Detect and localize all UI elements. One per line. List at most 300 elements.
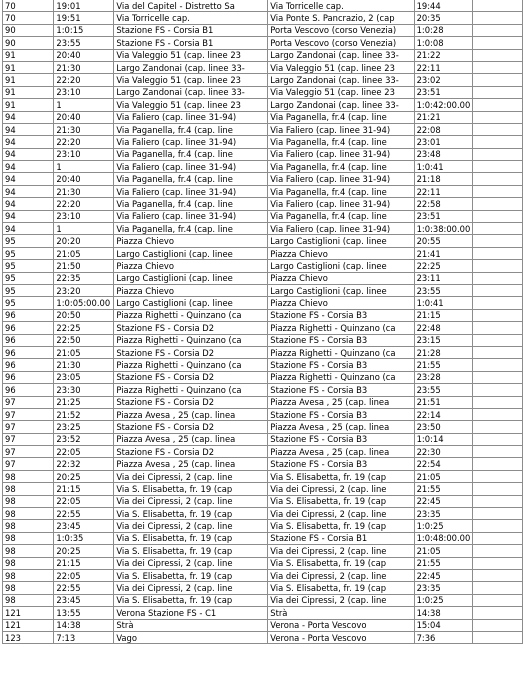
departure-time-cell: 22:20 (54, 198, 114, 210)
table-row (3, 0, 523, 12)
origin-stop-cell: Stazione FS - Corsia B1 (114, 37, 268, 49)
origin-stop-cell: Via Faliero (cap. linee 31-94) (114, 210, 268, 222)
origin-stop-cell: Via dei Cipressi, 2 (cap. line (114, 495, 268, 507)
empty-cell (473, 210, 523, 222)
arrival-time-cell: 22:30 (414, 446, 473, 458)
table-row (3, 508, 523, 520)
origin-stop-cell: Via S. Elisabetta, fr. 19 (cap (114, 569, 268, 581)
departure-time-cell: 14:38 (54, 619, 114, 631)
line-cell: 94 (3, 161, 54, 173)
line-cell: 97 (3, 421, 54, 433)
line-cell: 98 (3, 470, 54, 482)
origin-stop-cell: Via dei Cipressi, 2 (cap. line (114, 582, 268, 594)
departure-time-cell: 21:52 (54, 408, 114, 420)
arrival-time-cell: 22:11 (414, 185, 473, 197)
origin-stop-cell: Strà (114, 619, 268, 631)
arrival-time-cell: 1:0:25 (414, 520, 473, 532)
empty-cell (473, 508, 523, 520)
line-cell: 70 (3, 0, 54, 12)
empty-cell (473, 161, 523, 173)
origin-stop-cell: Via S. Elisabetta, fr. 19 (cap (114, 594, 268, 606)
line-cell: 96 (3, 334, 54, 346)
destination-stop-cell: Via Paganella, fr.4 (cap. line (268, 210, 414, 222)
empty-cell (473, 37, 523, 49)
line-cell: 98 (3, 569, 54, 581)
origin-stop-cell: Stazione FS - Corsia D2 (114, 322, 268, 334)
table-row (3, 359, 523, 371)
origin-stop-cell: Stazione FS - Corsia D2 (114, 346, 268, 358)
table-row (3, 433, 523, 445)
table-row (3, 272, 523, 284)
empty-cell (473, 619, 523, 631)
empty-cell (473, 458, 523, 470)
departure-time-cell: 21:50 (54, 260, 114, 272)
arrival-time-cell: 21:22 (414, 49, 473, 61)
empty-cell (473, 260, 523, 272)
arrival-time-cell: 23:48 (414, 148, 473, 160)
departure-time-cell: 21:30 (54, 61, 114, 73)
arrival-time-cell: 7:36 (414, 631, 473, 643)
departure-time-cell: 1:0:15 (54, 24, 114, 36)
empty-cell (473, 49, 523, 61)
destination-stop-cell: Via Valeggio 51 (cap. linee 23 (268, 61, 414, 73)
arrival-time-cell: 21:55 (414, 483, 473, 495)
empty-cell (473, 24, 523, 36)
destination-stop-cell: Piazza Righetti - Quinzano (ca (268, 322, 414, 334)
destination-stop-cell: Porta Vescovo (corso Venezia) (268, 24, 414, 36)
empty-cell (473, 309, 523, 321)
empty-cell (473, 284, 523, 296)
destination-stop-cell: Piazza Avesa , 25 (cap. linea (268, 421, 414, 433)
destination-stop-cell: Stazione FS - Corsia B3 (268, 334, 414, 346)
origin-stop-cell: Piazza Avesa , 25 (cap. linea (114, 408, 268, 420)
destination-stop-cell: Via Torricelle cap. (268, 0, 414, 12)
origin-stop-cell: Via Valeggio 51 (cap. linee 23 (114, 74, 268, 86)
table-row (3, 223, 523, 235)
origin-stop-cell: Piazza Chievo (114, 260, 268, 272)
departure-time-cell: 21:25 (54, 396, 114, 408)
destination-stop-cell: Via Paganella, fr.4 (cap. line (268, 111, 414, 123)
destination-stop-cell: Via Paganella, fr.4 (cap. line (268, 185, 414, 197)
empty-cell (473, 495, 523, 507)
table-row (3, 545, 523, 557)
departure-time-cell: 22:25 (54, 322, 114, 334)
table-row (3, 520, 523, 532)
empty-cell (473, 396, 523, 408)
line-cell: 121 (3, 619, 54, 631)
destination-stop-cell: Largo Zandonai (cap. linee 33- (268, 49, 414, 61)
departure-time-cell: 1:0:35 (54, 532, 114, 544)
origin-stop-cell: Via del Capitel - Distretto Sa (114, 0, 268, 12)
origin-stop-cell: Largo Castiglioni (cap. linee (114, 297, 268, 309)
line-cell: 98 (3, 557, 54, 569)
origin-stop-cell: Via Paganella, fr.4 (cap. line (114, 198, 268, 210)
table-row (3, 619, 523, 631)
arrival-time-cell: 15:04 (414, 619, 473, 631)
departure-time-cell: 20:25 (54, 470, 114, 482)
departure-time-cell: 21:15 (54, 483, 114, 495)
arrival-time-cell: 1:0:42:00.00 (414, 99, 473, 111)
line-cell: 98 (3, 520, 54, 532)
empty-cell (473, 123, 523, 135)
line-cell: 90 (3, 37, 54, 49)
departure-time-cell: 22:32 (54, 458, 114, 470)
arrival-time-cell: 21:55 (414, 557, 473, 569)
table-row (3, 260, 523, 272)
line-cell: 97 (3, 458, 54, 470)
line-cell: 94 (3, 136, 54, 148)
departure-time-cell: 21:30 (54, 185, 114, 197)
table-row (3, 582, 523, 594)
empty-cell (473, 61, 523, 73)
arrival-time-cell: 21:41 (414, 247, 473, 259)
table-row (3, 408, 523, 420)
table-row (3, 594, 523, 606)
departure-time-cell: 21:30 (54, 359, 114, 371)
empty-cell (473, 408, 523, 420)
table-row (3, 136, 523, 148)
empty-cell (473, 86, 523, 98)
table-row (3, 557, 523, 569)
line-cell: 123 (3, 631, 54, 643)
arrival-time-cell: 19:44 (414, 0, 473, 12)
table-row (3, 111, 523, 123)
empty-cell (473, 136, 523, 148)
table-row (3, 334, 523, 346)
departure-time-cell: 23:25 (54, 421, 114, 433)
destination-stop-cell: Largo Castiglioni (cap. linee (268, 284, 414, 296)
empty-cell (473, 545, 523, 557)
line-cell: 91 (3, 74, 54, 86)
arrival-time-cell: 22:08 (414, 123, 473, 135)
departure-time-cell: 1:0:05:00.00 (54, 297, 114, 309)
departure-time-cell: 23:10 (54, 86, 114, 98)
destination-stop-cell: Via S. Elisabetta, fr. 19 (cap (268, 470, 414, 482)
arrival-time-cell: 1:0:41 (414, 297, 473, 309)
line-cell: 90 (3, 24, 54, 36)
origin-stop-cell: Piazza Righetti - Quinzano (ca (114, 359, 268, 371)
line-cell: 94 (3, 123, 54, 135)
empty-cell (473, 235, 523, 247)
departure-time-cell: 21:05 (54, 346, 114, 358)
line-cell: 95 (3, 247, 54, 259)
departure-time-cell: 20:50 (54, 309, 114, 321)
arrival-time-cell: 21:05 (414, 545, 473, 557)
arrival-time-cell: 23:35 (414, 582, 473, 594)
departure-time-cell: 23:55 (54, 37, 114, 49)
destination-stop-cell: Stazione FS - Corsia B3 (268, 433, 414, 445)
empty-cell (473, 223, 523, 235)
origin-stop-cell: Stazione FS - Corsia D2 (114, 446, 268, 458)
empty-cell (473, 532, 523, 544)
destination-stop-cell: Piazza Chievo (268, 272, 414, 284)
table-row (3, 569, 523, 581)
destination-stop-cell: Piazza Righetti - Quinzano (ca (268, 371, 414, 383)
destination-stop-cell: Stazione FS - Corsia B3 (268, 408, 414, 420)
line-cell: 94 (3, 198, 54, 210)
destination-stop-cell: Largo Castiglioni (cap. linee (268, 235, 414, 247)
table-row (3, 235, 523, 247)
destination-stop-cell: Via Faliero (cap. linee 31-94) (268, 173, 414, 185)
arrival-time-cell: 1:0:48:00.00 (414, 532, 473, 544)
table-row (3, 284, 523, 296)
table-row (3, 161, 523, 173)
arrival-time-cell: 22:11 (414, 61, 473, 73)
origin-stop-cell: Via Valeggio 51 (cap. linee 23 (114, 49, 268, 61)
origin-stop-cell: Piazza Righetti - Quinzano (ca (114, 309, 268, 321)
origin-stop-cell: Via dei Cipressi, 2 (cap. line (114, 470, 268, 482)
empty-cell (473, 148, 523, 160)
origin-stop-cell: Via Faliero (cap. linee 31-94) (114, 161, 268, 173)
line-cell: 94 (3, 185, 54, 197)
arrival-time-cell: 21:21 (414, 111, 473, 123)
origin-stop-cell: Via Paganella, fr.4 (cap. line (114, 123, 268, 135)
arrival-time-cell: 22:25 (414, 260, 473, 272)
destination-stop-cell: Via Faliero (cap. linee 31-94) (268, 198, 414, 210)
line-cell: 95 (3, 235, 54, 247)
arrival-time-cell: 22:45 (414, 569, 473, 581)
line-cell: 98 (3, 582, 54, 594)
arrival-time-cell: 23:35 (414, 508, 473, 520)
destination-stop-cell: Via S. Elisabetta, fr. 19 (cap (268, 557, 414, 569)
line-cell: 95 (3, 260, 54, 272)
arrival-time-cell: 21:15 (414, 309, 473, 321)
line-cell: 97 (3, 408, 54, 420)
table-row (3, 99, 523, 111)
departure-time-cell: 22:05 (54, 569, 114, 581)
destination-stop-cell: Largo Castiglioni (cap. linee (268, 260, 414, 272)
departure-time-cell: 22:20 (54, 74, 114, 86)
destination-stop-cell: Verona - Porta Vescovo (268, 619, 414, 631)
arrival-time-cell: 23:15 (414, 334, 473, 346)
departure-time-cell: 23:45 (54, 520, 114, 532)
destination-stop-cell: Via dei Cipressi, 2 (cap. line (268, 569, 414, 581)
line-cell: 96 (3, 384, 54, 396)
origin-stop-cell: Stazione FS - Corsia D2 (114, 396, 268, 408)
line-cell: 95 (3, 284, 54, 296)
origin-stop-cell: Piazza Righetti - Quinzano (ca (114, 334, 268, 346)
table-row (3, 532, 523, 544)
line-cell: 98 (3, 532, 54, 544)
origin-stop-cell: Piazza Chievo (114, 235, 268, 247)
departure-time-cell: 23:10 (54, 148, 114, 160)
destination-stop-cell: Via Faliero (cap. linee 31-94) (268, 148, 414, 160)
line-cell: 94 (3, 210, 54, 222)
destination-stop-cell: Piazza Righetti - Quinzano (ca (268, 346, 414, 358)
line-cell: 96 (3, 309, 54, 321)
empty-cell (473, 483, 523, 495)
empty-cell (473, 421, 523, 433)
line-cell: 96 (3, 322, 54, 334)
arrival-time-cell: 21:51 (414, 396, 473, 408)
arrival-time-cell: 21:05 (414, 470, 473, 482)
origin-stop-cell: Piazza Righetti - Quinzano (ca (114, 384, 268, 396)
departure-time-cell: 1 (54, 161, 114, 173)
empty-cell (473, 371, 523, 383)
arrival-time-cell: 23:28 (414, 371, 473, 383)
line-cell: 96 (3, 359, 54, 371)
arrival-time-cell: 22:48 (414, 322, 473, 334)
departure-time-cell: 23:05 (54, 371, 114, 383)
origin-stop-cell: Piazza Avesa , 25 (cap. linea (114, 458, 268, 470)
empty-cell (473, 433, 523, 445)
arrival-time-cell: 1:0:25 (414, 594, 473, 606)
arrival-time-cell: 1:0:28 (414, 24, 473, 36)
departure-time-cell: 21:15 (54, 557, 114, 569)
line-cell: 70 (3, 12, 54, 24)
arrival-time-cell: 23:51 (414, 210, 473, 222)
table-row (3, 37, 523, 49)
destination-stop-cell: Piazza Avesa , 25 (cap. linea (268, 396, 414, 408)
origin-stop-cell: Via Valeggio 51 (cap. linee 23 (114, 99, 268, 111)
table-row (3, 384, 523, 396)
empty-cell (473, 446, 523, 458)
destination-stop-cell: Stazione FS - Corsia B1 (268, 532, 414, 544)
departure-time-cell: 22:35 (54, 272, 114, 284)
destination-stop-cell: Porta Vescovo (corso Venezia) (268, 37, 414, 49)
departure-time-cell: 22:05 (54, 495, 114, 507)
destination-stop-cell: Piazza Chievo (268, 297, 414, 309)
empty-cell (473, 334, 523, 346)
destination-stop-cell: Via Ponte S. Pancrazio, 2 (cap (268, 12, 414, 24)
arrival-time-cell: 22:54 (414, 458, 473, 470)
arrival-time-cell: 23:02 (414, 74, 473, 86)
departure-time-cell: 1 (54, 99, 114, 111)
table-row (3, 607, 523, 619)
empty-cell (473, 520, 523, 532)
origin-stop-cell: Via Paganella, fr.4 (cap. line (114, 148, 268, 160)
origin-stop-cell: Via S. Elisabetta, fr. 19 (cap (114, 532, 268, 544)
arrival-time-cell: 21:55 (414, 359, 473, 371)
origin-stop-cell: Largo Zandonai (cap. linee 33- (114, 86, 268, 98)
line-cell: 97 (3, 396, 54, 408)
origin-stop-cell: Via S. Elisabetta, fr. 19 (cap (114, 483, 268, 495)
destination-stop-cell: Via Faliero (cap. linee 31-94) (268, 223, 414, 235)
destination-stop-cell: Via S. Elisabetta, fr. 19 (cap (268, 520, 414, 532)
destination-stop-cell: Via Paganella, fr.4 (cap. line (268, 161, 414, 173)
destination-stop-cell: Via dei Cipressi, 2 (cap. line (268, 483, 414, 495)
arrival-time-cell: 20:55 (414, 235, 473, 247)
empty-cell (473, 247, 523, 259)
line-cell: 91 (3, 49, 54, 61)
line-cell: 121 (3, 607, 54, 619)
origin-stop-cell: Largo Castiglioni (cap. linee (114, 272, 268, 284)
line-cell: 95 (3, 297, 54, 309)
arrival-time-cell: 22:58 (414, 198, 473, 210)
arrival-time-cell: 21:18 (414, 173, 473, 185)
line-cell: 94 (3, 148, 54, 160)
arrival-time-cell: 21:28 (414, 346, 473, 358)
table-row (3, 24, 523, 36)
origin-stop-cell: Via dei Cipressi, 2 (cap. line (114, 520, 268, 532)
table-row (3, 371, 523, 383)
arrival-time-cell: 22:45 (414, 495, 473, 507)
departure-time-cell: 23:52 (54, 433, 114, 445)
arrival-time-cell: 1:0:38:00.00 (414, 223, 473, 235)
table-row (3, 495, 523, 507)
arrival-time-cell: 22:14 (414, 408, 473, 420)
arrival-time-cell: 20:35 (414, 12, 473, 24)
empty-cell (473, 346, 523, 358)
arrival-time-cell: 23:50 (414, 421, 473, 433)
table-row (3, 198, 523, 210)
destination-stop-cell: Strà (268, 607, 414, 619)
departure-time-cell: 22:05 (54, 446, 114, 458)
departure-time-cell: 20:40 (54, 173, 114, 185)
empty-cell (473, 607, 523, 619)
line-cell: 98 (3, 508, 54, 520)
departure-time-cell: 21:05 (54, 247, 114, 259)
origin-stop-cell: Piazza Avesa , 25 (cap. linea (114, 433, 268, 445)
origin-stop-cell: Vago (114, 631, 268, 643)
table-row (3, 61, 523, 73)
table-row (3, 86, 523, 98)
empty-cell (473, 173, 523, 185)
destination-stop-cell: Via dei Cipressi, 2 (cap. line (268, 508, 414, 520)
departure-time-cell: 1 (54, 223, 114, 235)
origin-stop-cell: Via Faliero (cap. linee 31-94) (114, 136, 268, 148)
table-row (3, 74, 523, 86)
origin-stop-cell: Via Torricelle cap. (114, 12, 268, 24)
departure-time-cell: 7:13 (54, 631, 114, 643)
departure-time-cell: 21:30 (54, 123, 114, 135)
arrival-time-cell: 14:38 (414, 607, 473, 619)
table-row (3, 173, 523, 185)
table-row (3, 446, 523, 458)
empty-cell (473, 272, 523, 284)
table-row (3, 631, 523, 643)
origin-stop-cell: Stazione FS - Corsia D2 (114, 371, 268, 383)
empty-cell (473, 74, 523, 86)
table-row (3, 210, 523, 222)
table-row (3, 297, 523, 309)
departure-time-cell: 22:55 (54, 508, 114, 520)
line-cell: 91 (3, 61, 54, 73)
empty-cell (473, 297, 523, 309)
empty-cell (473, 557, 523, 569)
empty-cell (473, 631, 523, 643)
origin-stop-cell: Via Faliero (cap. linee 31-94) (114, 185, 268, 197)
destination-stop-cell: Via Faliero (cap. linee 31-94) (268, 123, 414, 135)
destination-stop-cell: Via S. Elisabetta, fr. 19 (cap (268, 582, 414, 594)
destination-stop-cell: Verona - Porta Vescovo (268, 631, 414, 643)
departure-time-cell: 23:20 (54, 284, 114, 296)
origin-stop-cell: Via dei Cipressi, 2 (cap. line (114, 557, 268, 569)
origin-stop-cell: Via Paganella, fr.4 (cap. line (114, 223, 268, 235)
empty-cell (473, 470, 523, 482)
empty-cell (473, 0, 523, 12)
table-row (3, 185, 523, 197)
table-row (3, 458, 523, 470)
arrival-time-cell: 1:0:41 (414, 161, 473, 173)
destination-stop-cell: Largo Zandonai (cap. linee 33- (268, 74, 414, 86)
origin-stop-cell: Piazza Chievo (114, 284, 268, 296)
line-cell: 94 (3, 223, 54, 235)
destination-stop-cell: Via Paganella, fr.4 (cap. line (268, 136, 414, 148)
arrival-time-cell: 23:01 (414, 136, 473, 148)
arrival-time-cell: 23:11 (414, 272, 473, 284)
empty-cell (473, 322, 523, 334)
origin-stop-cell: Via Faliero (cap. linee 31-94) (114, 111, 268, 123)
empty-cell (473, 111, 523, 123)
line-cell: 96 (3, 371, 54, 383)
origin-stop-cell: Via S. Elisabetta, fr. 19 (cap (114, 545, 268, 557)
departure-time-cell: 23:10 (54, 210, 114, 222)
origin-stop-cell: Via Paganella, fr.4 (cap. line (114, 173, 268, 185)
line-cell: 94 (3, 111, 54, 123)
departure-time-cell: 23:45 (54, 594, 114, 606)
destination-stop-cell: Piazza Avesa , 25 (cap. linea (268, 446, 414, 458)
